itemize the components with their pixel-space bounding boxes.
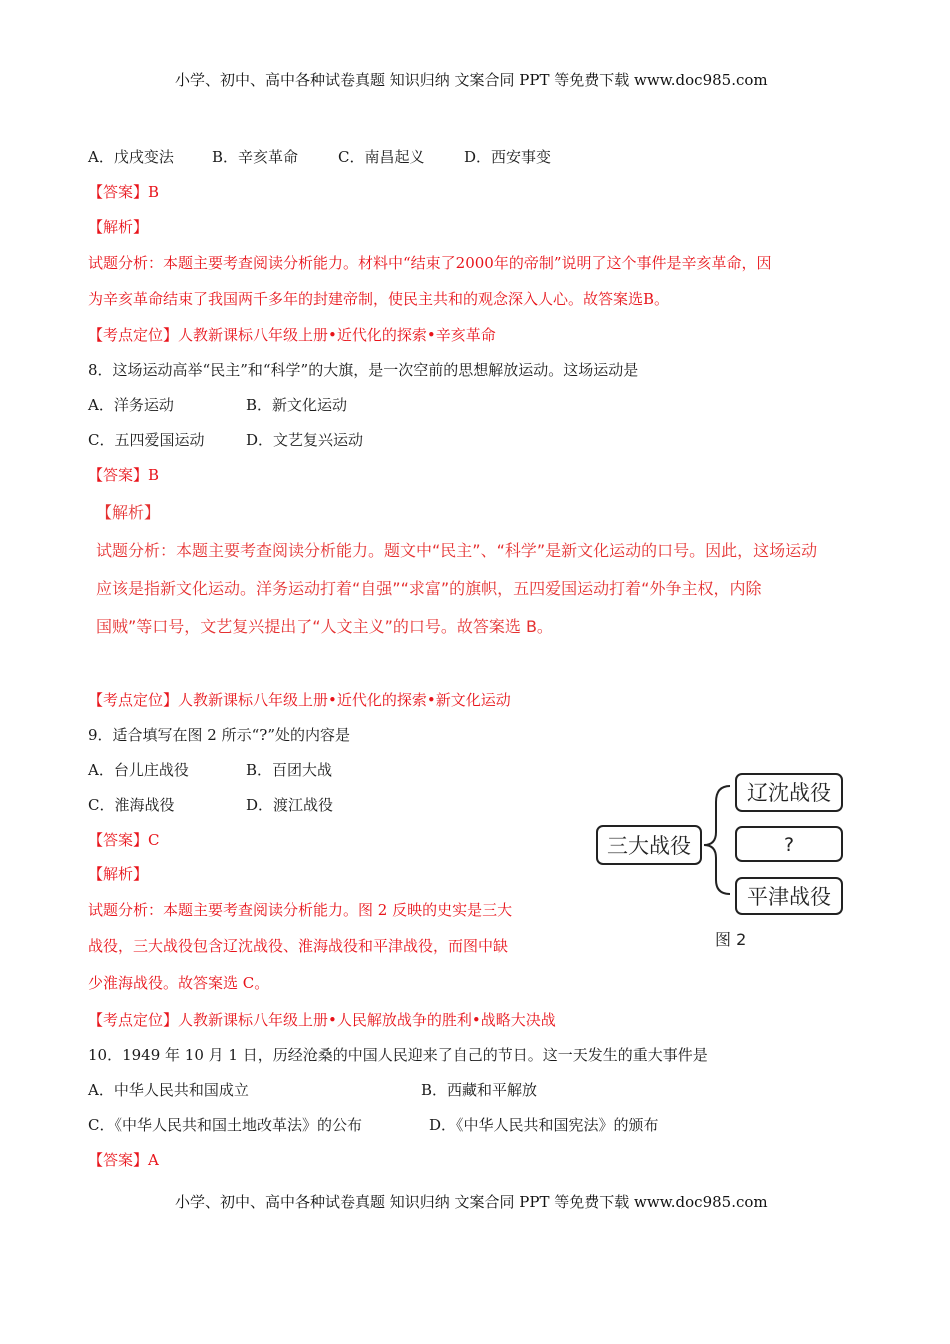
figure-bottom-text: 平津战役 bbox=[747, 885, 831, 909]
answer-label: 【答案】 bbox=[88, 466, 149, 484]
figure-2-diagram bbox=[590, 766, 860, 956]
q9-analysis-line3: 少淮海战役。故答案选 C。 bbox=[88, 974, 270, 992]
q9-analysis-label: 【解析】 bbox=[88, 865, 149, 883]
q9-point bbox=[88, 1009, 556, 1030]
q9-answer bbox=[88, 829, 160, 850]
q9-option-a: A．台儿庄战役 bbox=[88, 761, 189, 779]
figure-caption: 图 2 bbox=[715, 930, 747, 949]
q10-option-a: A．中华人民共和国成立 bbox=[88, 1081, 249, 1099]
q7-option-d: D．西安事变 bbox=[464, 148, 552, 166]
point-text: 人教新课标八年级上册•人民解放战争的胜利•战略大决战 bbox=[178, 1011, 556, 1029]
page-header: 小学、初中、高中各种试卷真题 知识归纳 文案合同 PPT 等免费下载 www.doc985.com bbox=[175, 71, 768, 89]
q8-options-row1 bbox=[88, 394, 347, 415]
point-label: 【考点定位】 bbox=[88, 1011, 179, 1029]
q7-option-a: A．戊戌变法 bbox=[88, 148, 174, 166]
answer-value: A bbox=[148, 1151, 159, 1169]
q9-option-b: B．百团大战 bbox=[246, 761, 333, 779]
q8-options-row2 bbox=[88, 429, 363, 450]
point-text: 人教新课标八年级上册•近代化的探索•辛亥革命 bbox=[178, 326, 496, 344]
answer-label: 【答案】 bbox=[88, 1151, 149, 1169]
figure-brace bbox=[704, 786, 730, 894]
figure-top-text: 辽沈战役 bbox=[747, 781, 831, 805]
q7-option-c: C．南昌起义 bbox=[338, 148, 425, 166]
q10-stem: 10．1949 年 10 月 1 日，历经沧桑的中国人民迎来了自己的节日。这一天发生的重大事件是 bbox=[88, 1046, 708, 1064]
q8-point bbox=[88, 689, 511, 710]
q10-option-b: B．西藏和平解放 bbox=[421, 1081, 538, 1099]
q8-option-b: B．新文化运动 bbox=[246, 396, 348, 414]
q8-analysis-label: 【解析】 bbox=[96, 503, 161, 522]
q9-stem: 9．适合填写在图 2 所示“?”处的内容是 bbox=[88, 726, 351, 744]
q8-analysis-line1: 试题分析：本题主要考查阅读分析能力。题文中“民主”、“科学”是新文化运动的口号。因此，这场运动 bbox=[96, 541, 818, 560]
q9-analysis-line2: 战役，三大战役包含辽沈战役、淮海战役和平津战役，而图中缺 bbox=[88, 937, 509, 955]
q10-answer bbox=[88, 1149, 159, 1170]
figure-main-text: 三大战役 bbox=[607, 834, 691, 858]
answer-value: B bbox=[148, 466, 160, 484]
point-text: 人教新课标八年级上册•近代化的探索•新文化运动 bbox=[178, 691, 511, 709]
q7-options bbox=[88, 146, 551, 167]
answer-label: 【答案】 bbox=[88, 831, 149, 849]
q7-option-b: B．辛亥革命 bbox=[212, 148, 299, 166]
q10-options-row2 bbox=[88, 1114, 659, 1135]
q7-analysis-line1: 试题分析：本题主要考查阅读分析能力。材料中“结束了2000年的帝制”说明了这个事件是辛亥革命，因 bbox=[88, 254, 772, 272]
q10-option-c: C．《中华人民共和国土地改革法》的公布 bbox=[88, 1116, 362, 1134]
q8-analysis-line3: 国贼”等口号，文艺复兴提出了“人文主义”的口号。故答案选 B。 bbox=[96, 617, 553, 636]
q7-analysis-line2: 为辛亥革命结束了我国两千多年的封建帝制，使民主共和的观念深入人心。故答案选B。 bbox=[88, 290, 670, 308]
q8-stem: 8．这场运动高举“民主”和“科学”的大旗，是一次空前的思想解放运动。这场运动是 bbox=[88, 361, 639, 379]
q9-options-row1 bbox=[88, 759, 332, 780]
q7-analysis-label: 【解析】 bbox=[88, 218, 149, 236]
q9-option-d: D．渡江战役 bbox=[246, 796, 334, 814]
q7-answer bbox=[88, 181, 159, 202]
answer-label: 【答案】 bbox=[88, 183, 149, 201]
page-footer: 小学、初中、高中各种试卷真题 知识归纳 文案合同 PPT 等免费下载 www.doc985.com bbox=[175, 1193, 768, 1211]
q8-option-a: A．洋务运动 bbox=[88, 396, 174, 414]
q10-options-row1 bbox=[88, 1079, 537, 1100]
q9-option-c: C．淮海战役 bbox=[88, 796, 175, 814]
q8-analysis-line2: 应该是指新文化运动。洋务运动打着“自强”“求富”的旗帜，五四爱国运动打着“外争主权，内除 bbox=[96, 579, 762, 598]
q9-analysis-line1: 试题分析：本题主要考查阅读分析能力。图 2 反映的史实是三大 bbox=[88, 901, 513, 919]
point-label: 【考点定位】 bbox=[88, 691, 179, 709]
q8-option-d: D．文艺复兴运动 bbox=[246, 431, 364, 449]
point-label: 【考点定位】 bbox=[88, 326, 179, 344]
figure-middle-text: ? bbox=[783, 834, 795, 856]
q9-options-row2 bbox=[88, 794, 333, 815]
q8-answer bbox=[88, 464, 159, 485]
q10-option-d: D．《中华人民共和国宪法》的颁布 bbox=[429, 1116, 659, 1134]
q8-option-c: C．五四爱国运动 bbox=[88, 431, 205, 449]
q7-point bbox=[88, 324, 496, 345]
answer-value: B bbox=[148, 183, 160, 201]
answer-value: C bbox=[148, 831, 160, 849]
